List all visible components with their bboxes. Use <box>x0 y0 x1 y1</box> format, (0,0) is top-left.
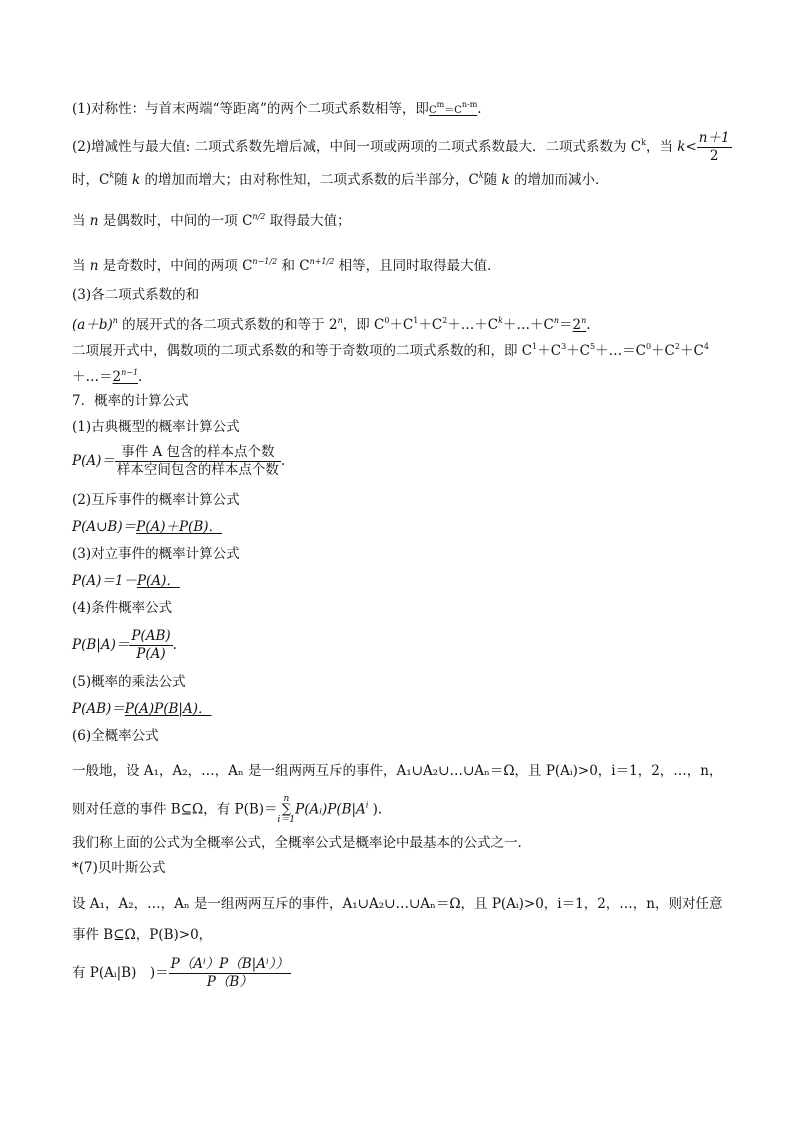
monotonic-line-2: 时，$C^k$随 k 的增加而增大；由对称性知，二项式系数的后半部分，$C^k$随 k 的增加而减小． <box>72 171 609 188</box>
multiplication-formula: P(AB)＝P(A)P(B|A)． <box>72 701 212 717</box>
sum-heading: (3)各二项式系数的和 <box>72 287 200 303</box>
classical-heading: (1)古典概型的概率计算公式 <box>72 419 240 435</box>
bayes-fraction: $\frac{\text{P（Aⁱ）P（B|Aⁱ））}}{P(B)}$ <box>170 956 289 990</box>
fraction-n-plus-1-over-2: $\frac{n+1}{2}$ <box>698 130 730 164</box>
exclusive-formula: P(A∪B)＝P(A)＋P(B)． <box>72 519 223 535</box>
section-7-heading: 7．概率的计算公式 <box>72 393 189 409</box>
bayes-line-2: 事件 B⊆Ω，P(B)>0， <box>72 927 213 943</box>
multiplication-heading: (5)概率的乘法公式 <box>72 674 186 690</box>
bayes-formula: 有 P(Aᵢ|B) )＝ $\frac{\text{P（Aⁱ）P（B|Aⁱ））}}{P(B)}$ <box>72 956 289 990</box>
classical-formula: P(A)＝ $\frac{\text{事件 A 包含的样本点个数}}{\text{样本空间包含的样本点个数}}$ . <box>72 444 286 478</box>
parity-line-2: $+\dots=2^{n-1}$. <box>72 368 143 385</box>
conditional-heading: (4)条件概率公式 <box>72 600 173 616</box>
parity-line: 二项展开式中，偶数项的二项式系数的和等于奇数项的二项式系数的和，即 $C^1+C^3+C^5+\dots=C^0+C^2+C^4$ <box>72 342 709 359</box>
answer-complement: P(A)． <box>136 573 180 589</box>
total-prob-line-2: 则对任意的事件 B⊆Ω，有 P(B)＝n ∑ $i=1P(Aᵢ)P(B|A^i$ ). <box>72 794 383 825</box>
bayes-heading: *(7)贝叶斯公式 <box>72 860 166 876</box>
odd-n-line: 当 n 是奇数时，中间的两项 $C^{n-1/2}$ 和 $C^{n+1/2}$ 相等，且同时取得最大值． <box>72 257 501 274</box>
exclusive-heading: (2)互斥事件的概率计算公式 <box>72 492 240 508</box>
answer-symmetry: $C^m=C^{n-m}$ <box>428 100 478 116</box>
classical-fraction: $\frac{\text{事件 A 包含的样本点个数}}{\text{样本空间包含的样本点个数}}$ <box>116 444 279 478</box>
total-prob-line-3: 我们称上面的公式为全概率公式，全概率公式是概率论中最基本的公式之一． <box>72 835 531 851</box>
total-prob-heading: (6)全概率公式 <box>72 728 159 744</box>
monotonic-line: (2)增减性与最大值: 二项式系数先增后减，中间一项或两项的二项式系数最大．二项式系数为 $C^k$，当 k< $\frac{n+1}{2}$ <box>72 130 730 164</box>
symmetry-line: (1)对称性：与首末两端“等距离”的两个二项式系数相等，即$C^m=C^{n-m}$. <box>72 100 482 117</box>
even-n-line: 当 n 是偶数时，中间的一项 $C^{n/2}$ 取得最大值； <box>72 212 351 229</box>
complement-formula: P(A)＝1－P(A)． <box>72 573 180 589</box>
total-prob-line-1: 一般地，设 A₁，A₂，…，Aₙ 是一组两两互斥的事件，A₁∪A₂∪…∪Aₙ＝Ω，且 P(Aᵢ)>0，i＝1，2，…，n， <box>72 763 723 779</box>
answer-parity: $2^{n-1}$ <box>112 368 139 385</box>
bayes-line-1: 设 A₁，A₂，…，Aₙ 是一组两两互斥的事件，A₁∪A₂∪…∪Aₙ＝Ω，且 P(Aᵢ)>0，i＝1，2，…，n，则对任意 <box>72 896 723 912</box>
answer-sum: 2$^n$ <box>572 316 587 333</box>
conditional-fraction: $\frac{P(AB)}{P(A)}$ <box>131 628 171 662</box>
answer-multiplication: P(A)P(B|A)． <box>124 701 212 717</box>
complement-heading: (3)对立事件的概率计算公式 <box>72 546 240 562</box>
sum-line: $(a+b)^n$ 的展开式的各二项式系数的和等于 2$^n$，即 $C^0+C^1+C^2+\dots+C^k+\dots+C^n=2^n$. <box>72 316 591 333</box>
text: (1)对称性：与首末两端“等距离”的两个二项式系数相等，即 <box>72 101 429 117</box>
answer-exclusive: P(A)＋P(B)． <box>136 519 223 535</box>
sum-symbol: n ∑ i＝1 <box>277 794 296 825</box>
conditional-formula: P(B|A)＝ $\frac{P(AB)}{P(A)}$ . <box>72 628 177 662</box>
